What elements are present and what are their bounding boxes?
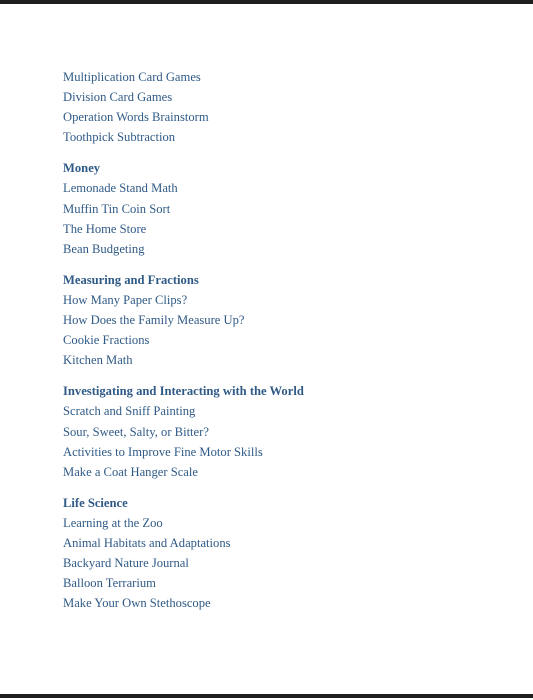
section-heading: Life Science bbox=[63, 495, 128, 510]
list-item[interactable]: Scratch and Sniff Painting bbox=[63, 404, 196, 419]
list-item[interactable]: Activities to Improve Fine Motor Skills bbox=[63, 444, 263, 459]
list-item[interactable]: Animal Habitats and Adaptations bbox=[63, 535, 231, 550]
list-item[interactable]: Toothpick Subtraction bbox=[63, 130, 176, 145]
list-item[interactable]: Backyard Nature Journal bbox=[63, 556, 189, 571]
section-investigating-world bbox=[63, 381, 503, 481]
list-item[interactable]: Balloon Terrarium bbox=[63, 576, 156, 591]
list-item[interactable]: Cookie Fractions bbox=[63, 333, 150, 348]
list-item[interactable]: Sour, Sweet, Salty, or Bitter? bbox=[63, 424, 209, 439]
top-border-rule bbox=[0, 0, 533, 4]
list-item[interactable]: How Many Paper Clips? bbox=[63, 292, 188, 307]
list-item[interactable]: Bean Budgeting bbox=[63, 241, 145, 256]
list-item[interactable]: Lemonade Stand Math bbox=[63, 181, 178, 196]
list-item[interactable]: Kitchen Math bbox=[63, 353, 133, 368]
section-heading: Measuring and Fractions bbox=[63, 272, 199, 287]
list-item[interactable]: How Does the Family Measure Up? bbox=[63, 313, 245, 328]
section-heading: Money bbox=[63, 161, 101, 176]
list-item[interactable]: Division Card Games bbox=[63, 90, 173, 105]
list-item[interactable]: Make a Coat Hanger Scale bbox=[63, 464, 198, 479]
list-item[interactable]: Learning at the Zoo bbox=[63, 515, 163, 530]
list-item[interactable]: The Home Store bbox=[63, 221, 147, 236]
activity-list bbox=[63, 67, 503, 613]
section-money bbox=[63, 158, 503, 258]
list-item[interactable]: Operation Words Brainstorm bbox=[63, 110, 209, 125]
list-item[interactable]: Muffin Tin Coin Sort bbox=[63, 201, 171, 216]
bottom-border-rule bbox=[0, 694, 533, 698]
section-measuring-fractions bbox=[63, 270, 503, 370]
list-item[interactable]: Multiplication Card Games bbox=[63, 70, 201, 84]
section-life-science bbox=[63, 493, 503, 614]
section-arithmetic bbox=[63, 67, 503, 147]
section-heading: Investigating and Interacting with the World bbox=[63, 384, 304, 399]
list-item[interactable]: Make Your Own Stethoscope bbox=[63, 596, 211, 611]
